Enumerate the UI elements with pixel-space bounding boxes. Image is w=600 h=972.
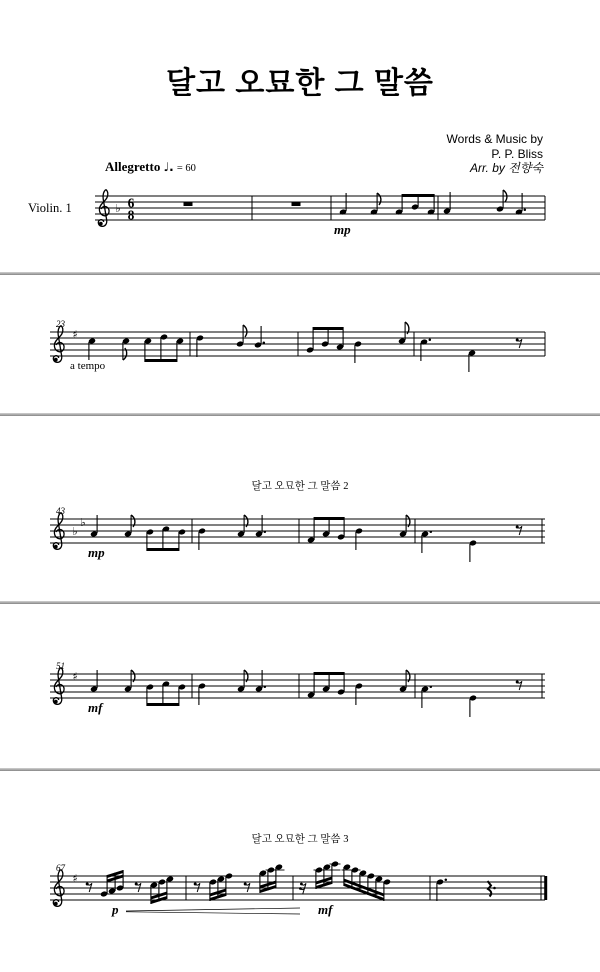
page-divider [0,272,600,275]
svg-text:67: 67 [56,863,65,873]
svg-text:♭: ♭ [115,202,121,215]
svg-text:♯: ♯ [72,328,78,341]
svg-text:mf: mf [318,902,333,917]
tempo-word: Allegretto [105,159,161,174]
svg-text:a tempo: a tempo [70,360,106,372]
svg-text:51: 51 [56,661,65,671]
svg-text:mp: mp [334,222,351,237]
instrument-label: Violin. 1 [28,201,72,215]
credit-composer: P. P. Bliss [491,146,543,161]
dotted-quarter-note-icon: ♩. [163,160,174,174]
svg-text:♯: ♯ [72,872,78,885]
staff-system-3 [0,501,600,569]
credits-block [447,132,543,176]
svg-text:mp: mp [88,545,105,560]
svg-text:8: 8 [127,207,135,223]
svg-text:mf: mf [88,700,103,715]
svg-text:23: 23 [56,319,65,329]
staff-system-5 [0,858,600,926]
page-footer-2: 달고 오묘한 그 말씀 2 [251,481,349,492]
tempo-rate: = 60 [176,163,196,174]
staff-system-2 [0,314,600,382]
page-footer-3: 달고 오묘한 그 말씀 3 [251,834,349,845]
page-divider [0,601,600,604]
staff-system-1 [0,178,600,246]
credit-words-music: Words & Music by [446,132,543,146]
svg-text:♯: ♯ [72,670,78,683]
svg-text:p: p [112,902,119,917]
credit-arranger: Arr. by 전향숙 [469,161,543,175]
svg-text:43: 43 [56,506,65,516]
page-divider [0,768,600,771]
svg-text:♭: ♭ [80,516,86,529]
tempo-marking [105,159,196,175]
score-title: 달고 오묘한 그 말씀 [166,67,434,100]
staff-system-4 [0,656,600,724]
svg-text:6: 6 [127,195,135,211]
page-divider [0,413,600,416]
svg-text:♭: ♭ [72,525,78,538]
